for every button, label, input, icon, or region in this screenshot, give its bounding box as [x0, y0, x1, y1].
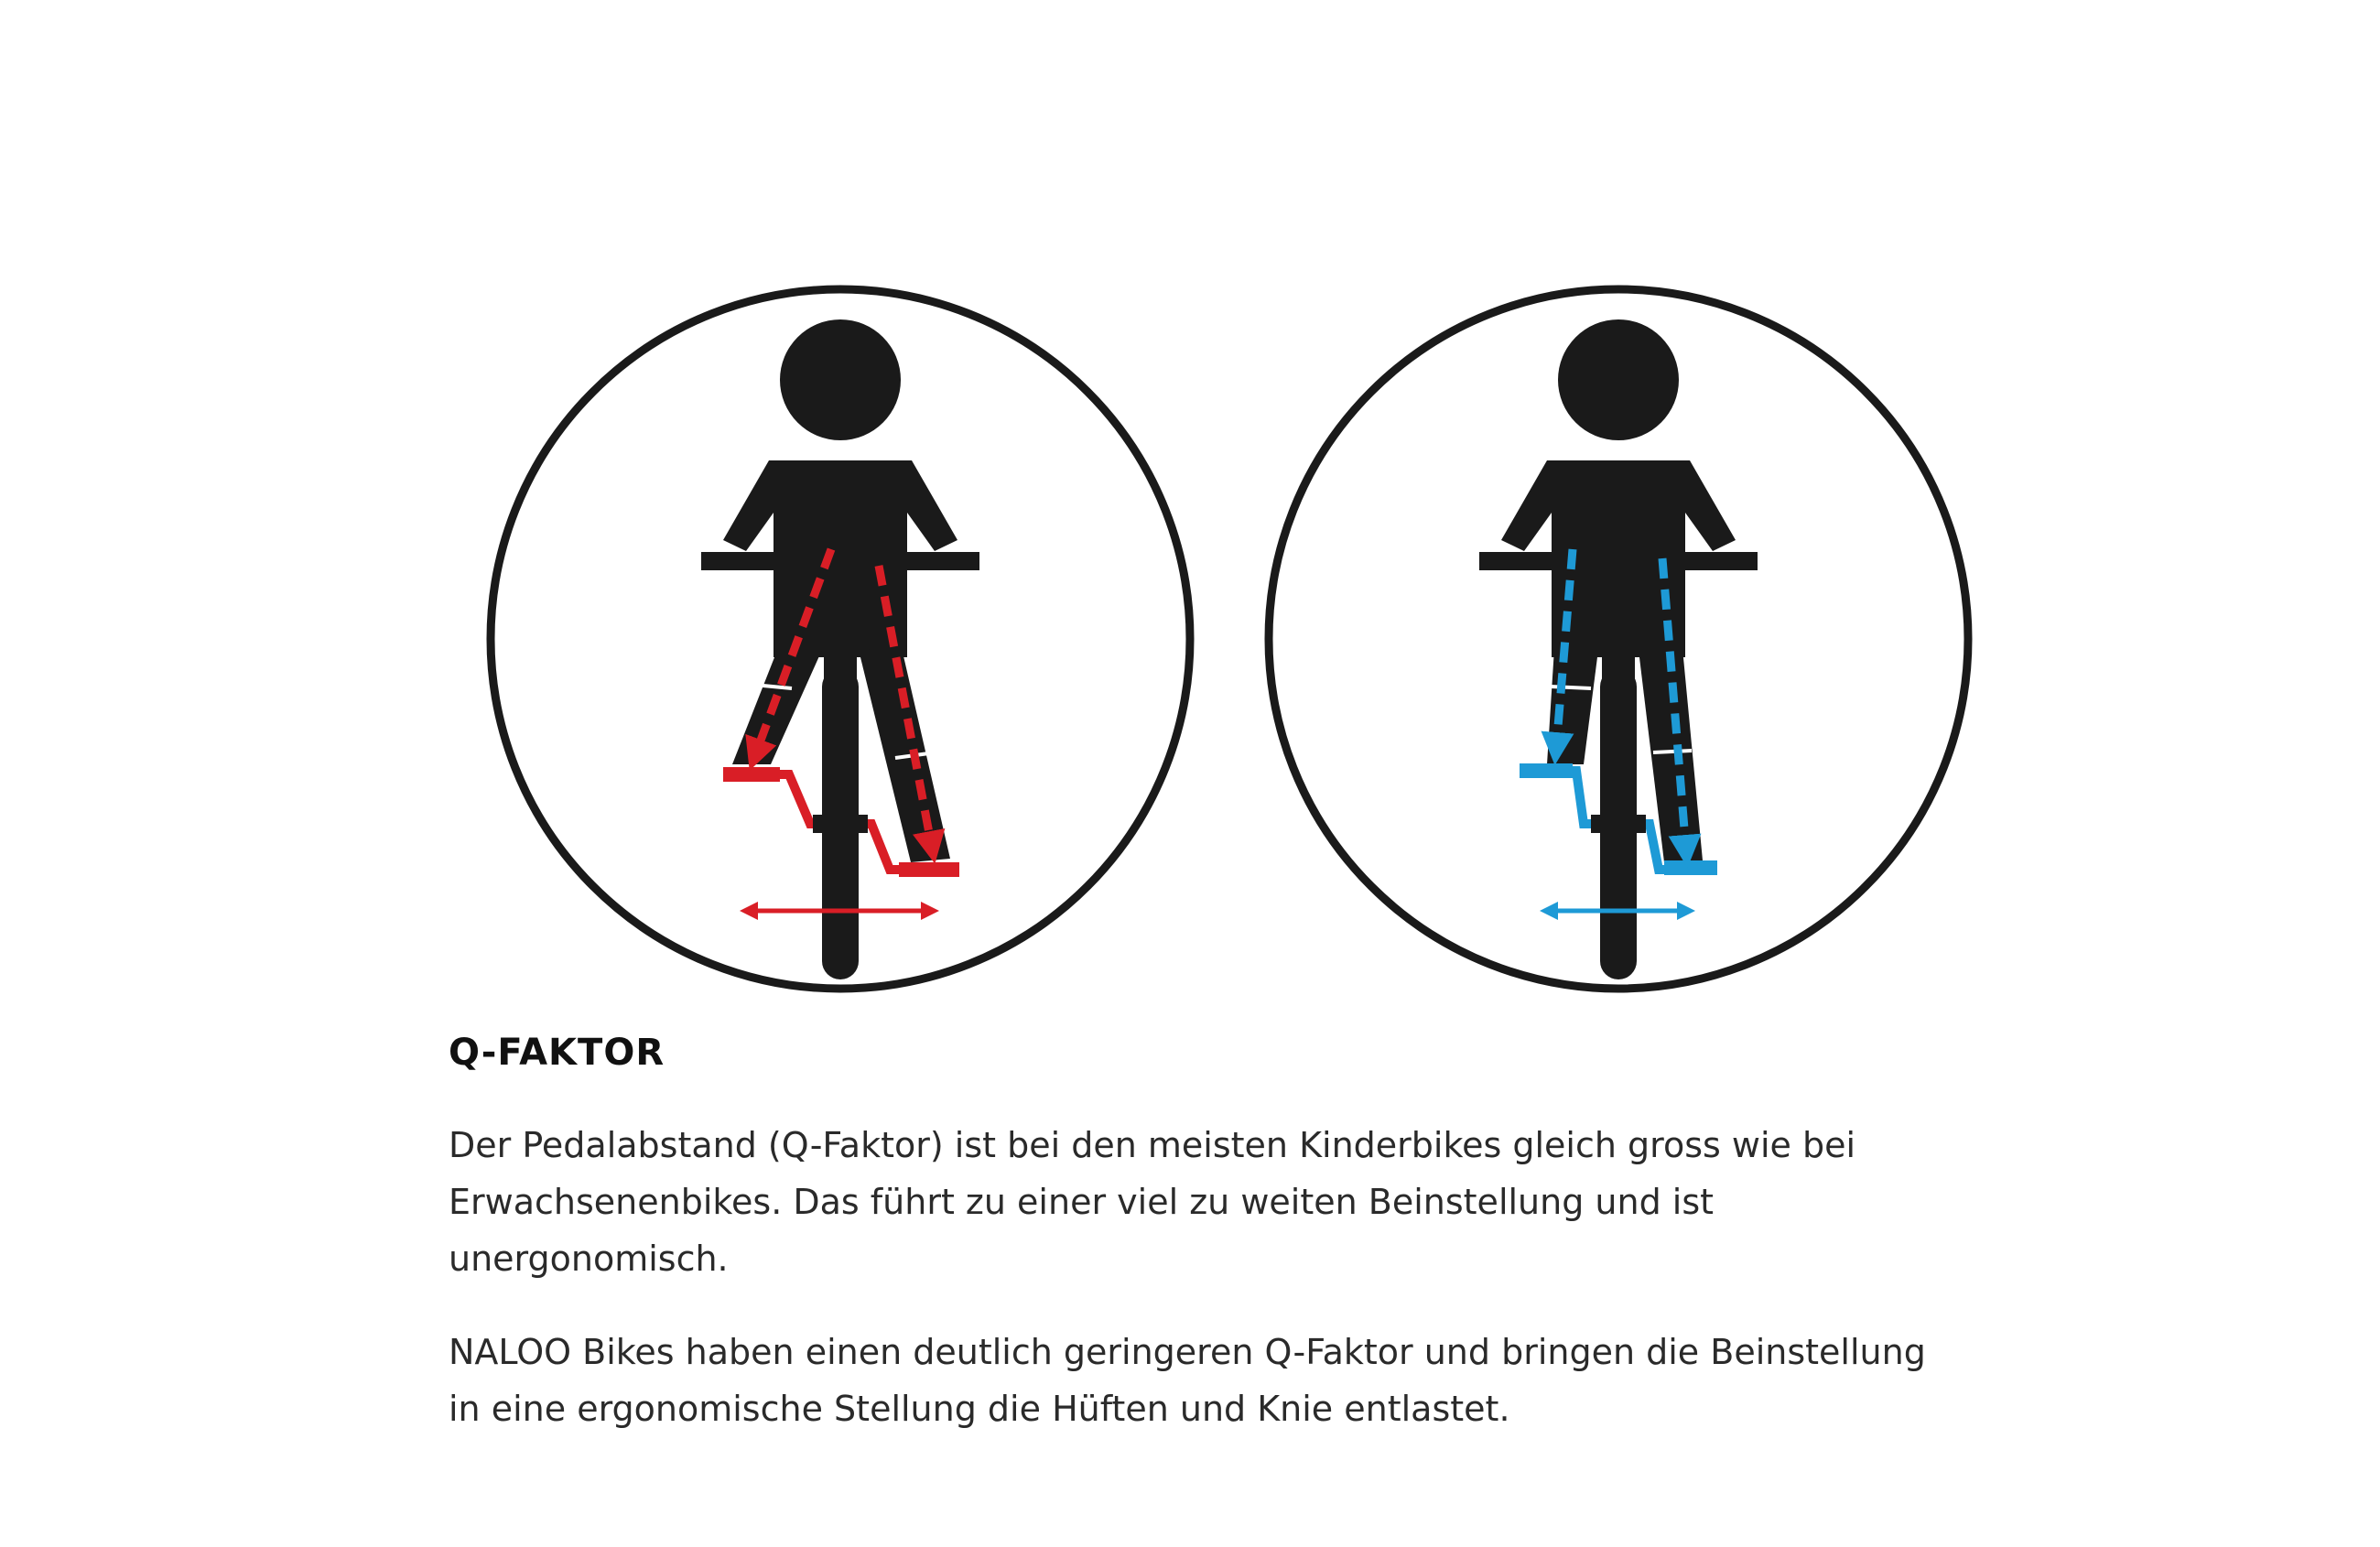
left-bottom-bracket — [813, 815, 868, 833]
right-rider-head — [1558, 319, 1679, 440]
q-factor-illustration — [458, 265, 2014, 1007]
left-panel-wide-stance — [491, 289, 1190, 989]
left-pedal-left — [723, 767, 780, 782]
left-bike-fork — [824, 650, 857, 705]
section-heading: Q-FAKTOR — [449, 1032, 665, 1074]
right-pedal-left — [1520, 763, 1573, 778]
left-rider-head — [780, 319, 901, 440]
right-pedal-right — [1664, 860, 1717, 875]
left-pedal-right — [899, 862, 959, 877]
right-panel-narrow-stance — [1269, 289, 1968, 989]
paragraph-1: Der Pedalabstand (Q-Faktor) ist bei den meisten Kinderbikes gleich gross wie bei Erwachsenenbikes. Das führt zu einer viel zu weiten Beinstellung und ist unergonomisch. — [449, 1125, 1856, 1279]
q-factor-text — [449, 1025, 2060, 1437]
right-bike-fork — [1602, 650, 1635, 705]
right-bottom-bracket — [1591, 815, 1646, 833]
paragraph-2: NALOO Bikes haben einen deutlich geringeren Q-Faktor und bringen die Beinstellung in eine ergonomische Stellung die Hüften und Knie entlastet. — [449, 1332, 1926, 1429]
q-factor-diagram — [458, 265, 2014, 1007]
